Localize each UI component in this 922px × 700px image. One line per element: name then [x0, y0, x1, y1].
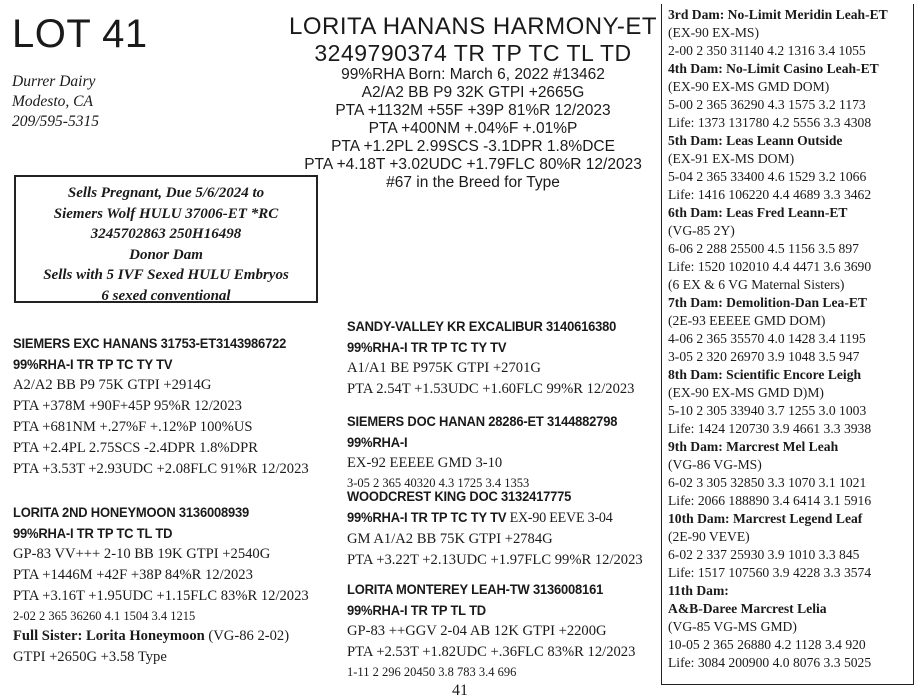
dam-detail-line: 5-04 2 365 33400 4.6 1529 3.2 1066 [668, 169, 867, 184]
dam-detail-line: 5-00 2 365 36290 4.3 1575 3.2 1173 [668, 97, 866, 112]
dam-line: PTA +3.16T +1.95UDC +1.15FLC 83%R 12/2023 [13, 588, 309, 604]
sire-line: PTA +3.53T +2.93UDC +2.08FLC 91%R 12/2023 [13, 461, 309, 477]
dam-detail-line: 6-02 3 305 32850 3.3 1070 3.1 1021 [668, 475, 867, 490]
dam-dam-section [347, 579, 635, 682]
sire-line: PTA +378M +90F+45P 95%R 12/2023 [13, 398, 242, 414]
dam-detail-line: (2E-90 VEVE) [668, 529, 750, 544]
full-sister-gtpi: GTPI +2650G +3.58 Type [13, 649, 167, 665]
dam-detail-line: 4-06 2 365 35570 4.0 1428 3.4 1195 [668, 331, 866, 346]
dam-detail-line: 5-10 2 305 33940 3.7 1255 3.0 1003 [668, 403, 867, 418]
sire-dam-record: 3-05 2 365 40320 4.3 1725 3.4 1353 [347, 476, 530, 490]
dam-record: 2-02 2 365 36260 4.1 1504 3.4 1215 [13, 609, 196, 623]
dam-sire-line: PTA +3.22T +2.13UDC +1.97FLC 99%R 12/2023 [347, 552, 643, 568]
dam-title: 3rd Dam: No-Limit Meridin Leah-ET [668, 7, 888, 22]
dam-dam-line: PTA +2.53T +1.82UDC +.36FLC 83%R 12/2023 [347, 644, 636, 660]
sire-dam-line: EX-92 EEEEE GMD 3-10 [347, 455, 503, 471]
breeder-name: Durrer Dairy [12, 73, 96, 90]
header-line: PTA +400NM +.04%F +.01%P [368, 120, 578, 137]
header-line: PTA +4.18T +3.02UDC +1.79FLC 80%R 12/2023 [304, 156, 642, 173]
animal-name: LORITA HANANS HARMONY-ET [288, 13, 658, 40]
dam-sire-tag: 99%RHA-I TR TP TC TY TV [347, 510, 507, 525]
dam-detail-line: (VG-85 2Y) [668, 223, 735, 238]
dam-detail-line: Life: 1373 131780 4.2 5556 3.3 4308 [668, 115, 872, 130]
sire-sire-line: A1/A1 BE P975K GTPI +2701G [347, 360, 541, 376]
full-sister [13, 626, 309, 647]
dam-title: 9th Dam: Marcrest Mel Leah [668, 439, 839, 454]
breeder-city: Modesto, CA [12, 93, 93, 110]
dam-title: 11th Dam: [668, 583, 729, 598]
dam-detail-line: Life: 2066 188890 3.4 6414 3.1 5916 [668, 493, 872, 508]
sell-line: 3245702863 250H16498 [90, 226, 242, 243]
dam-detail-line: Life: 3084 200900 4.0 8076 3.3 5025 [668, 655, 872, 670]
sire-sire-line: PTA 2.54T +1.53UDC +1.60FLC 99%R 12/2023 [347, 381, 635, 397]
sire-section [13, 333, 309, 480]
lot-number: LOT 41 [12, 12, 148, 56]
dam-name: LORITA 2ND HONEYMOON 3136008939 [13, 505, 250, 520]
header-line: A2/A2 BB P9 32K GTPI +2665G [361, 84, 585, 101]
sire-sire-tag: 99%RHA-I TR TP TC TY TV [347, 340, 507, 355]
dam-section [13, 502, 309, 668]
dam-detail-line: Life: 1424 120730 3.9 4661 3.3 3938 [668, 421, 872, 436]
dam-title: 6th Dam: Leas Fred Leann-ET [668, 205, 848, 220]
maternal-line-column [661, 4, 914, 685]
dam-detail-line: (6 EX & 6 VG Maternal Sisters) [668, 277, 845, 292]
dam-dam-name: LORITA MONTEREY LEAH-TW 3136008161 [347, 582, 604, 597]
full-sister-class: (VG-86 2-02) [204, 628, 290, 644]
dam-sire-section [347, 486, 643, 571]
dam-title: 4th Dam: No-Limit Casino Leah-ET [668, 61, 879, 76]
header-line: #67 in the Breed for Type [386, 174, 560, 191]
dam-detail-line: (VG-85 VG-MS GMD) [668, 619, 797, 634]
full-sister-label: Full Sister: Lorita Honeymoon [13, 628, 205, 644]
sire-dam-section [347, 411, 628, 493]
dam-detail-line: Life: 1517 107560 3.9 4228 3.3 3574 [668, 565, 872, 580]
header-line: PTA +1.2PL 2.99SCS -3.1DPR 1.8%DCE [331, 138, 615, 155]
dam-sire-name: WOODCREST KING DOC 3132417775 [347, 489, 572, 504]
dam-dam-line: GP-83 ++GGV 2-04 AB 12K GTPI +2200G [347, 623, 607, 639]
sire-line: A2/A2 BB P9 75K GTPI +2914G [13, 377, 212, 393]
dam-detail-line: (2E-93 EEEEE GMD DOM) [668, 313, 826, 328]
header-line: 99%RHA Born: March 6, 2022 #13462 [341, 66, 605, 83]
page-number: 41 [452, 682, 468, 699]
sire-sire-name: SANDY-VALLEY KR EXCALIBUR 3140616380 [347, 319, 617, 334]
dam-line: PTA +1446M +42F +38P 84%R 12/2023 [13, 567, 253, 583]
dam-detail-line: 6-02 2 337 25930 3.9 1010 3.3 845 [668, 547, 860, 562]
dam-detail-line: (EX-90 EX-MS) [668, 25, 759, 40]
dam-sire-classification: EX-90 EEVE 3-04 [506, 510, 613, 526]
dam-detail-line: 3-05 2 320 26970 3.9 1048 3.5 947 [668, 349, 860, 364]
breeder-phone: 209/595-5315 [12, 113, 99, 130]
dam-detail-line: 10-05 2 365 26880 4.2 1128 3.4 920 [668, 637, 866, 652]
dam-dam-record: 1-11 2 296 20450 3.8 783 3.4 696 [347, 665, 517, 679]
dam-tag: 99%RHA-I TR TP TC TL TD [13, 526, 173, 541]
dam-sire-tag-row [347, 507, 631, 529]
sell-line: Sells Pregnant, Due 5/6/2024 to [67, 185, 265, 201]
sire-name: SIEMERS EXC HANANS 31753-ET3143986722 [13, 336, 287, 351]
dam-detail-line: (EX-90 EX-MS GMD DOM) [668, 79, 830, 94]
dam-detail-line: 2-00 2 350 31140 4.2 1316 3.4 1055 [668, 43, 866, 58]
dam-title: 7th Dam: Demolition-Dan Lea-ET [668, 295, 867, 310]
sire-line: PTA +2.4PL 2.75SCS -2.4DPR 1.8%DPR [13, 440, 258, 456]
sire-tag: 99%RHA-I TR TP TC TY TV [13, 357, 173, 372]
dam-title: A&B-Daree Marcrest Lelia [668, 601, 827, 616]
animal-header [276, 14, 670, 192]
sell-line: 6 sexed conventional [101, 287, 231, 304]
dam-title: 8th Dam: Scientific Encore Leigh [668, 367, 862, 382]
dam-sire-line: GM A1/A2 BB 75K GTPI +2784G [347, 531, 553, 547]
breeder-info [12, 72, 99, 132]
dam-dam-tag: 99%RHA-I TR TP TL TD [347, 603, 486, 618]
sire-line: PTA +681NM +.27%F +.12%P 100%US [13, 419, 253, 435]
header-line: PTA +1132M +55F +39P 81%R 12/2023 [335, 102, 611, 119]
dam-title: 5th Dam: Leas Leann Outside [668, 133, 843, 148]
dam-line: GP-83 VV+++ 2-10 BB 19K GTPI +2540G [13, 546, 271, 562]
sire-sire-section [347, 316, 634, 400]
dam-detail-line: 6-06 2 288 25500 4.5 1156 3.5 897 [668, 241, 859, 256]
sire-dam-name: SIEMERS DOC HANAN 28286-ET 3144882798 [347, 414, 618, 429]
dam-detail-line: (EX-91 EX-MS DOM) [668, 151, 795, 166]
dam-detail-line: (EX-90 EX-MS GMD D)M) [668, 385, 824, 400]
dam-detail-line: Life: 1416 106220 4.4 4689 3.3 3462 [668, 187, 872, 202]
dam-title: 10th Dam: Marcrest Legend Leaf [668, 511, 863, 526]
sells-pregnant-box [14, 175, 318, 303]
dam-detail-line: Life: 1520 102010 4.4 4471 3.6 3690 [668, 259, 872, 274]
sell-line: Donor Dam [129, 246, 203, 263]
sell-line: Siemers Wolf HULU 37006-ET *RC [53, 205, 279, 222]
sire-dam-tag: 99%RHA-I [347, 435, 408, 450]
dam-detail-line: (VG-86 VG-MS) [668, 457, 762, 472]
animal-registration: 3249790374 TR TP TC TL TD [314, 40, 632, 66]
sell-line: Sells with 5 IVF Sexed HULU Embryos [43, 267, 289, 284]
